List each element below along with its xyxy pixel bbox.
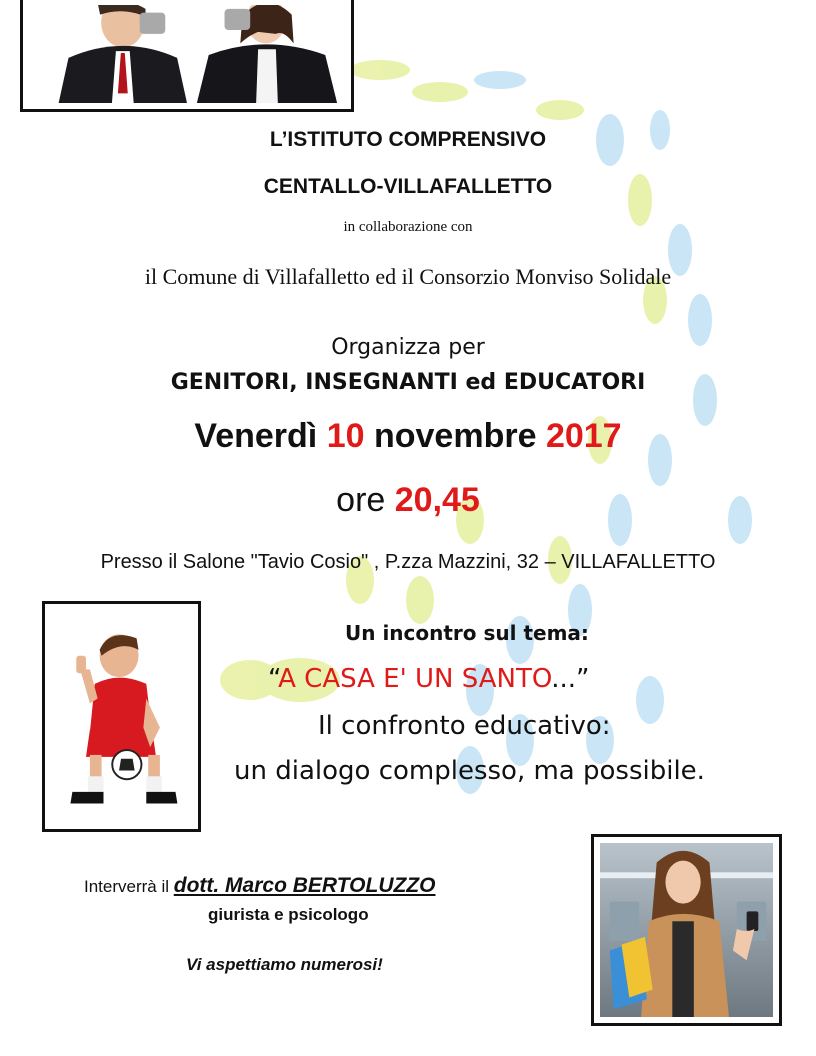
date-weekday: Venerdì	[194, 417, 318, 455]
audience-text: GENITORI, INSEGNANTI ed EDUCATORI	[170, 370, 646, 395]
top-photo-frame	[20, 0, 354, 112]
boy-with-football-image	[51, 610, 192, 823]
topic-line2: Il confronto educativo:	[318, 711, 611, 741]
school-name-line2: CENTALLO-VILLAFALLETTO	[263, 175, 553, 198]
woman-photo-frame	[591, 834, 782, 1026]
speaker-prefix: Interverrà il	[84, 877, 174, 896]
topic-title-tail: ...”	[551, 664, 590, 694]
topic-intro: Un incontro sul tema:	[345, 621, 589, 645]
partners-text: il Comune di Villafalletto ed il Consorzio Monviso Solidale	[144, 264, 672, 289]
woman-shopping-image	[600, 843, 773, 1017]
collaboration-text: in collaborazione con	[343, 219, 473, 235]
event-time	[0, 481, 816, 520]
topic-quote-open: “	[268, 664, 279, 694]
speaker-line	[84, 874, 435, 898]
venue-text: Presso il Salone "Tavio Cosio" , P.zza Mazzini, 32 – VILLAFALLETTO	[100, 551, 716, 573]
date-year: 2017	[545, 417, 622, 455]
business-people-image	[29, 5, 345, 103]
time-label: ore	[336, 481, 386, 519]
organizza-per-text: Organizza per	[331, 335, 485, 360]
speaker-name: dott. Marco BERTOLUZZO	[173, 874, 436, 897]
event-date	[0, 417, 816, 456]
school-name-line1: L’ISTITUTO COMPRENSIVO	[269, 128, 547, 151]
topic-line3: un dialogo complesso, ma possibile.	[234, 756, 705, 786]
topic-title-text: A CASA E' UN SANTO	[278, 664, 552, 694]
speaker-role: giurista e psicologo	[208, 905, 369, 924]
date-month: novembre	[373, 417, 537, 455]
closing-text: Vi aspettiamo numerosi!	[186, 955, 383, 974]
time-value: 20,45	[394, 481, 480, 519]
boy-photo-frame	[42, 601, 201, 832]
date-day: 10	[326, 417, 365, 455]
topic-title	[268, 664, 590, 694]
